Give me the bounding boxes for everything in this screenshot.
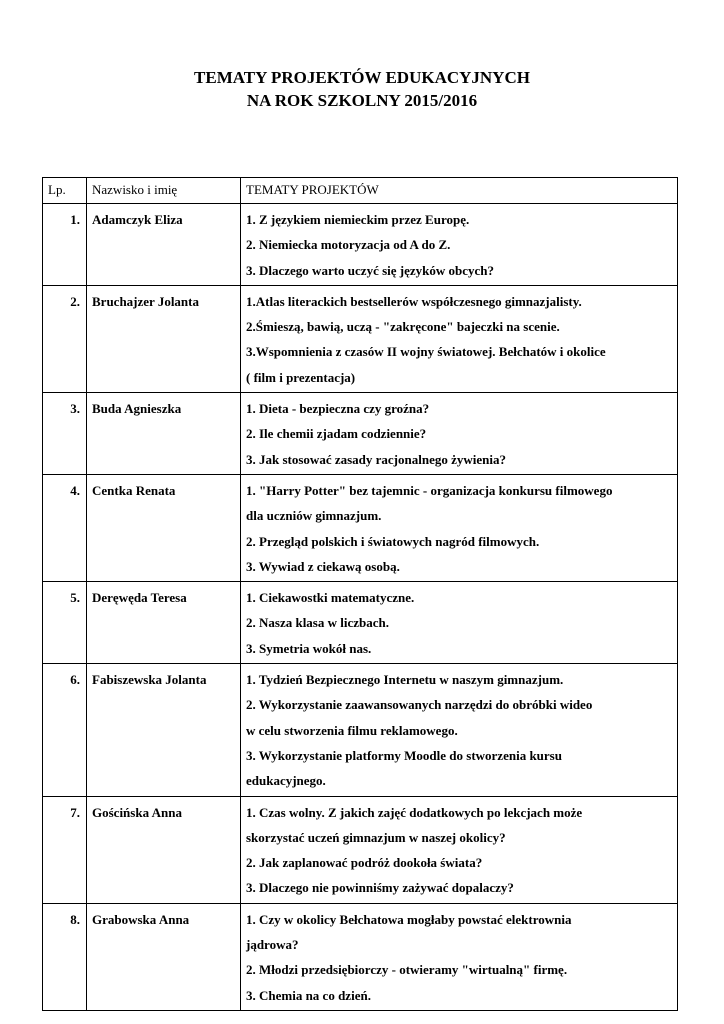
row-number: 6. [43, 664, 87, 796]
topic-line: 2. Jak zaplanować podróż dookoła świata? [246, 855, 483, 871]
topic-line: 1. "Harry Potter" bez tajemnic - organizacja konkursu filmowego [246, 482, 613, 498]
topic-line: jądrowa? [246, 937, 299, 953]
table-row [43, 204, 678, 286]
row-number: 8. [43, 903, 87, 1010]
table-row [43, 796, 678, 903]
project-topics [241, 903, 678, 1010]
topic-line: w celu stworzenia filmu reklamowego. [246, 722, 458, 738]
topic-line: ( film i prezentacja) [246, 369, 356, 385]
topic-line: 1. Z językiem niemieckim przez Europę. [246, 212, 470, 227]
topic-line: 3. Jak stosować zasady racjonalnego żywienia? [246, 451, 506, 467]
header-lp: Lp. [43, 178, 87, 204]
topic-line: 2. Ile chemii zjadam codziennie? [246, 426, 427, 442]
row-number: 3. [43, 393, 87, 475]
table-row [43, 285, 678, 392]
table-row [43, 582, 678, 664]
topic-line: edukacyjnego. [246, 773, 326, 789]
project-topics [241, 796, 678, 903]
projects-table [42, 177, 678, 1011]
teacher-name: Buda Agnieszka [87, 393, 241, 475]
teacher-name: Gościńska Anna [87, 796, 241, 903]
header-name: Nazwisko i imię [87, 178, 241, 204]
document-title [0, 66, 724, 112]
topic-line: 2. Przegląd polskich i światowych nagród filmowych. [246, 533, 540, 549]
topic-line: 1.Atlas literackich bestsellerów współczesnego gimnazjalisty. [246, 293, 582, 309]
topic-line: 2. Niemiecka motoryzacja od A do Z. [246, 237, 451, 253]
row-number: 2. [43, 285, 87, 392]
topic-line: 1. Tydzień Bezpiecznego Internetu w naszym gimnazjum. [246, 672, 564, 688]
topic-line: 1. Czy w okolicy Bełchatowa mogłaby powstać elektrownia [246, 911, 572, 927]
topic-line: 3. Wykorzystanie platformy Moodle do stworzenia kursu [246, 747, 562, 763]
project-topics [241, 285, 678, 392]
project-topics [241, 664, 678, 796]
table-row [43, 393, 678, 475]
topic-line: 2. Młodzi przedsiębiorczy - otwieramy "wirtualną" firmę. [246, 962, 568, 978]
row-number: 5. [43, 582, 87, 664]
table-row [43, 664, 678, 796]
row-number: 1. [43, 204, 87, 286]
header-topics: TEMATY PROJEKTÓW [241, 178, 678, 204]
title-line-2: NA ROK SZKOLNY 2015/2016 [246, 91, 478, 110]
project-topics [241, 582, 678, 664]
row-number: 4. [43, 474, 87, 581]
topic-line: 3. Dlaczego warto uczyć się języków obcych? [246, 262, 495, 278]
topic-line: skorzystać uczeń gimnazjum w naszej okolicy? [246, 829, 506, 845]
topic-line: 3. Chemia na co dzień. [246, 987, 371, 1003]
topic-line: 2. Nasza klasa w liczbach. [246, 615, 389, 631]
topic-line: 1. Czas wolny. Z jakich zajęć dodatkowych po lekcjach może [246, 804, 583, 820]
teacher-name: Centka Renata [87, 474, 241, 581]
teacher-name: Grabowska Anna [87, 903, 241, 1010]
row-number: 7. [43, 796, 87, 903]
topic-line: 2. Wykorzystanie zaawansowanych narzędzi do obróbki wideo [246, 697, 593, 713]
topic-line: 3. Wywiad z ciekawą osobą. [246, 558, 400, 574]
project-topics [241, 474, 678, 581]
topic-line: dla uczniów gimnazjum. [246, 508, 382, 524]
project-topics [241, 393, 678, 475]
project-topics [241, 204, 678, 286]
table-row [43, 474, 678, 581]
teacher-name: Fabiszewska Jolanta [87, 664, 241, 796]
topic-line: 3.Wspomnienia z czasów II wojny światowej. Bełchatów i okolice [246, 344, 606, 360]
topic-line: 1. Ciekawostki matematyczne. [246, 590, 415, 606]
table-header-row [43, 178, 678, 204]
table-row [43, 903, 678, 1010]
title-line-1: TEMATY PROJEKTÓW EDUKACYJNYCH [194, 68, 530, 87]
teacher-name: Bruchajzer Jolanta [87, 285, 241, 392]
topic-line: 3. Dlaczego nie powinniśmy zażywać dopalaczy? [246, 880, 514, 896]
topic-line: 3. Symetria wokół nas. [246, 640, 372, 656]
teacher-name: Adamczyk Eliza [87, 204, 241, 286]
topic-line: 1. Dieta - bezpieczna czy groźna? [246, 401, 430, 417]
teacher-name: Deręwęda Teresa [87, 582, 241, 664]
topic-line: 2.Śmieszą, bawią, uczą - "zakręcone" bajeczki na scenie. [246, 319, 560, 335]
